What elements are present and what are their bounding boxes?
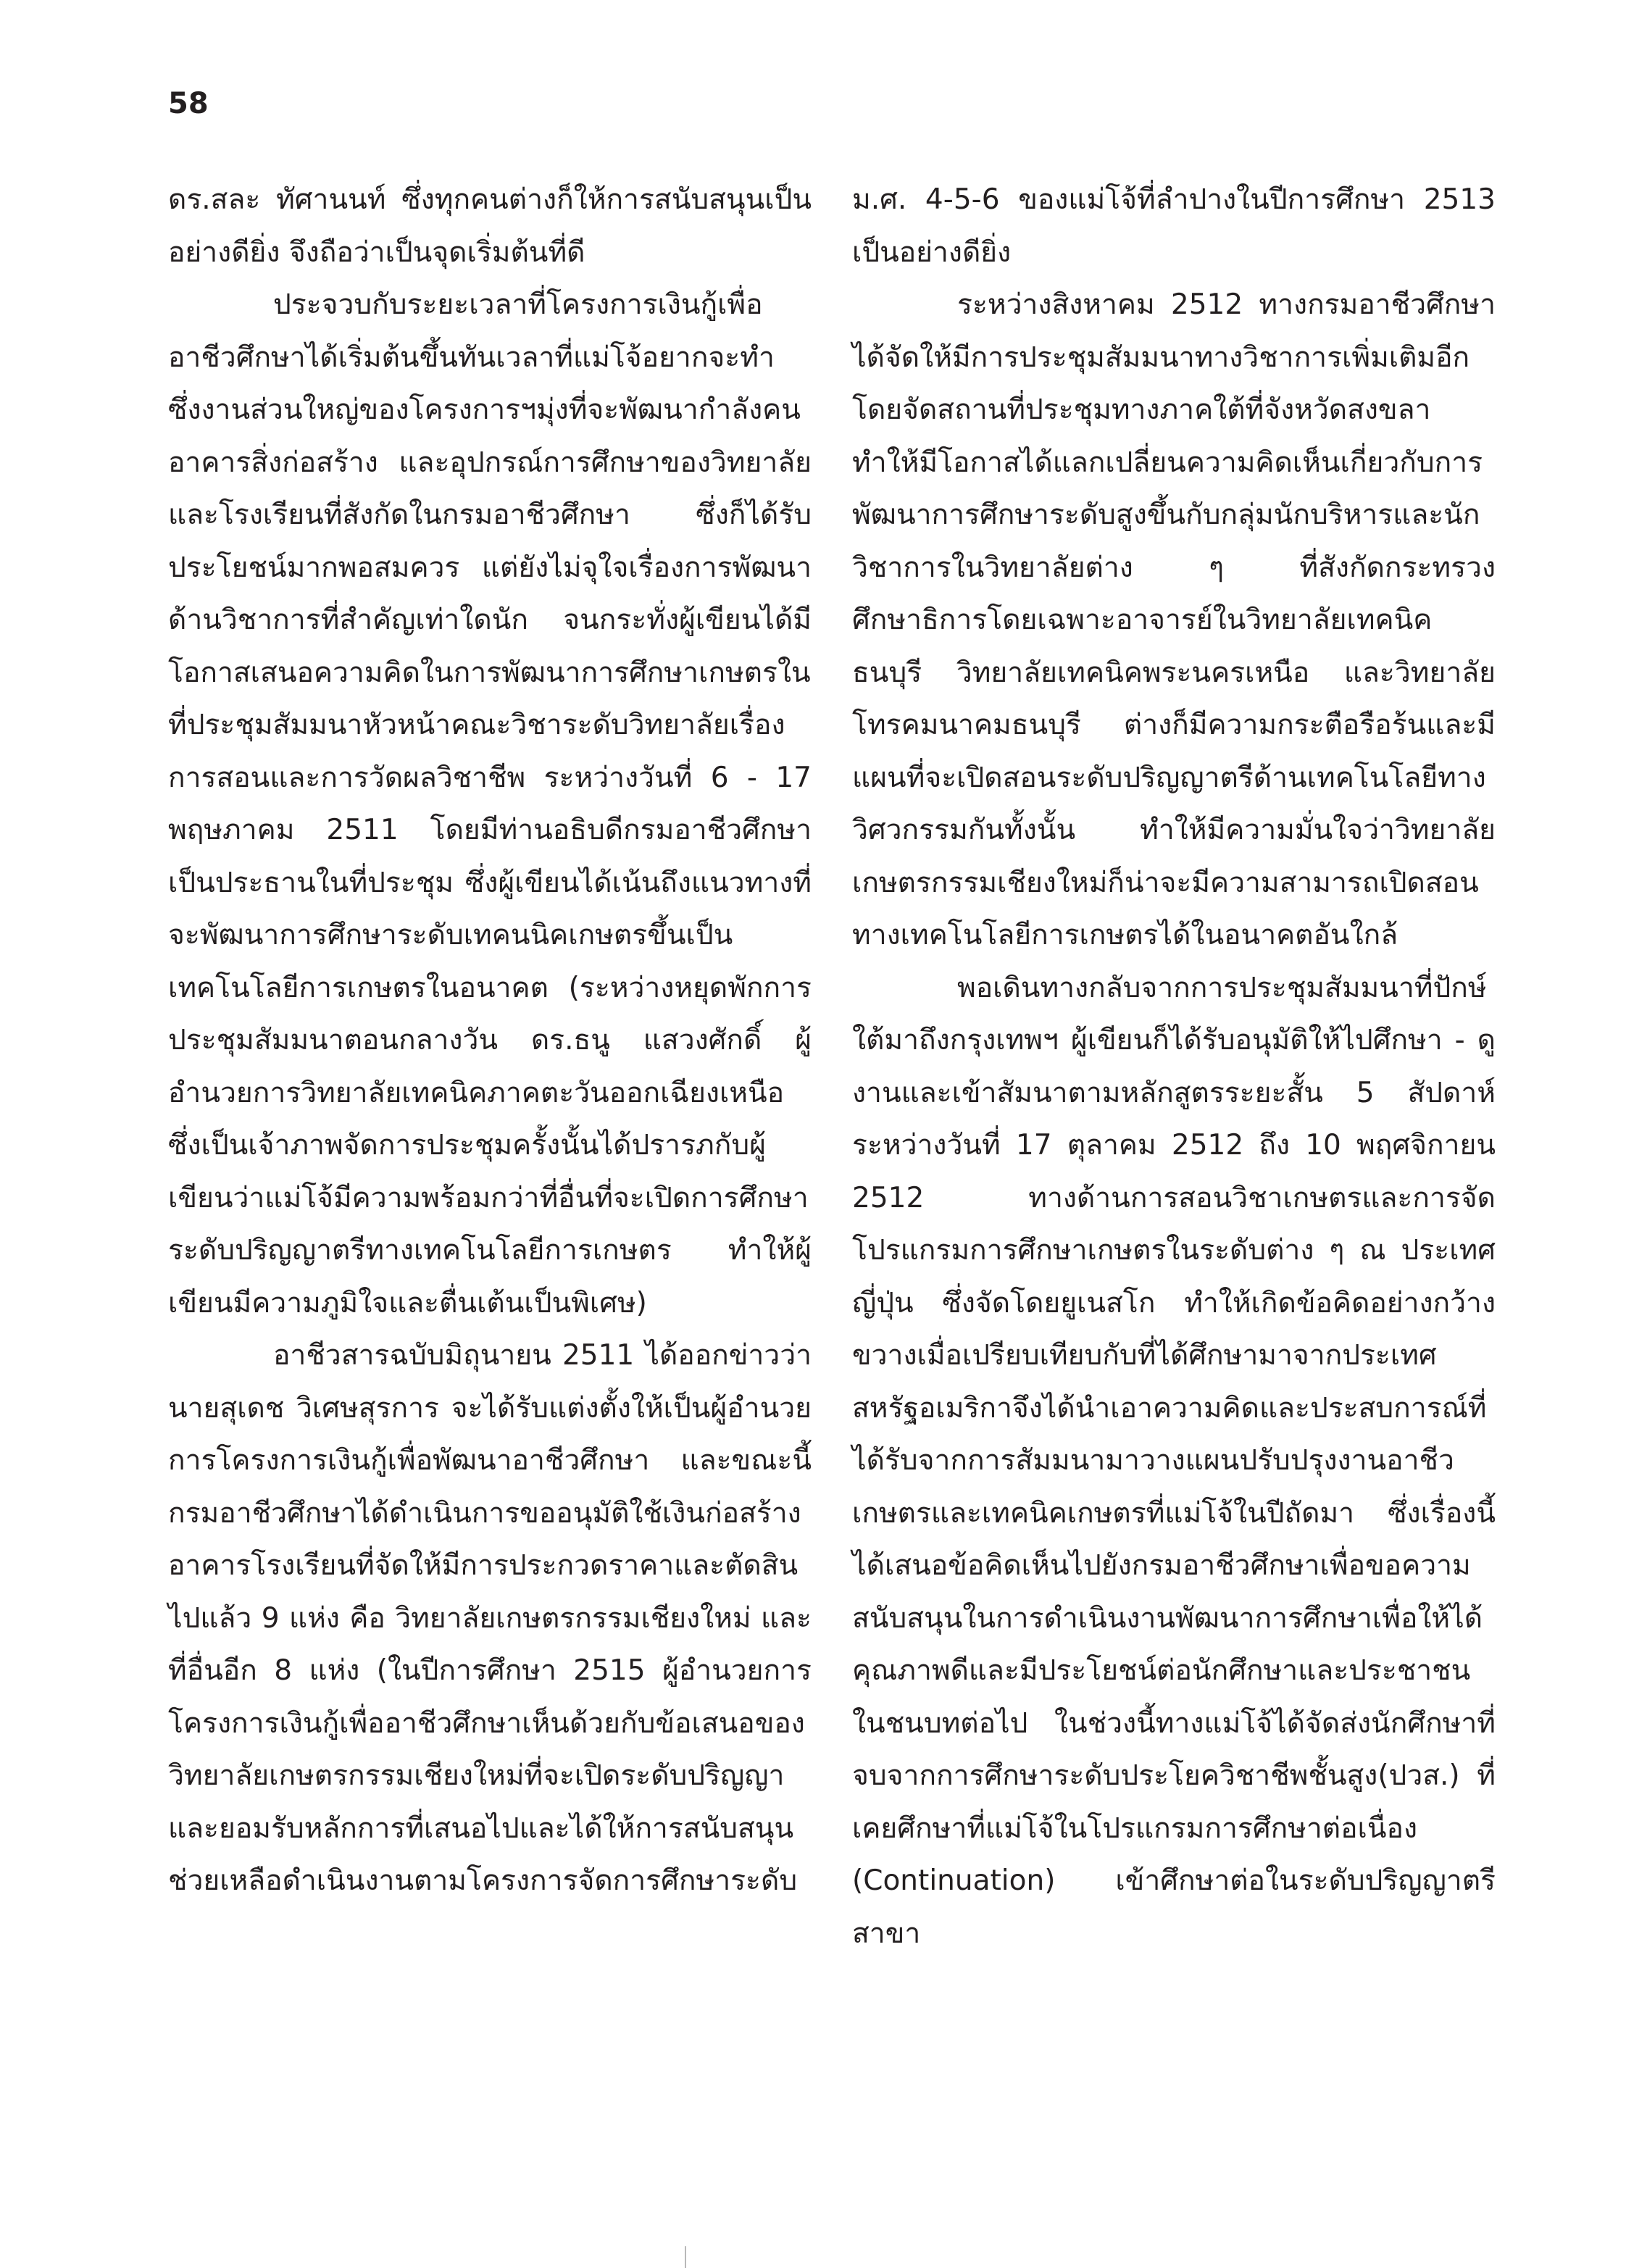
right-column: [852, 174, 1496, 1960]
paragraph: พอเดินทางกลับจากการประชุมสัมมนาที่ปักษ์ใต้มาถึงกรุงเทพฯ ผู้เขียนก็ได้รับอนุมัติให้ไปศึกษา - ดูงานและเข้าสัมนาตามหลักสูตรระยะสั้น 5 สัปดาห์ ระหว่างวันที่ 17 ตุลาคม 2512 ถึง 10 พฤศจิกายน 2512 ทางด้านการสอนวิชาเกษตรและการจัดโปรแกรมการศึกษาเกษตรในระดับต่าง ๆ ณ ประเทศญี่ปุ่น ซึ่งจัดโดยยูเนสโก ทำให้เกิดข้อคิดอย่างกว้างขวางเมื่อเปรียบเทียบกับที่ได้ศึกษามาจากประเทศสหรัฐอเมริกาจึงได้นำเอาความคิดและประสบการณ์ที่ได้รับจากการสัมมนามาวางแผนปรับปรุงงานอาชีวเกษตรและเทคนิคเกษตรที่แม่โจ้ในปีถัดมา ซึ่งเรื่องนี้ได้เสนอข้อคิดเห็นไปยังกรมอาชีวศึกษาเพื่อขอความสนับสนุนในการดำเนินงานพัฒนาการศึกษาเพื่อให้ได้คุณภาพดีและมีประโยชน์ต่อนักศึกษาและประชาชนในชนบทต่อไป ในช่วงนี้ทางแม่โจ้ได้จัดส่งนักศึกษาที่จบจากการศึกษาระดับประโยควิชาชีพชั้นสูง(ปวส.) ที่เคยศึกษาที่แม่โจ้ในโปรแกรมการศึกษาต่อเนื่อง (Continuation) เข้าศึกษาต่อในระดับปริญญาตรีสาขา: [852, 971, 1496, 1950]
page-number: 58: [168, 87, 209, 120]
paragraph: ดร.สละ ทัศานนท์ ซึ่งทุกคนต่างก็ให้การสนับสนุนเป็นอย่างดียิ่ง จึงถือว่าเป็นจุดเริ่มต้นที่ดี: [168, 183, 812, 269]
paragraph: ม.ศ. 4-5-6 ของแม่โจ้ที่ลำปางในปีการศึกษา 2513 เป็นอย่างดียิ่ง: [852, 183, 1496, 269]
left-column: [168, 174, 812, 1908]
paragraph: ประจวบกับระยะเวลาที่โครงการเงินกู้เพื่ออาชีวศึกษาได้เริ่มต้นขึ้นทันเวลาที่แม่โจ้อยากจะทำ ซึ่งงานส่วนใหญ่ของโครงการฯมุ่งที่จะพัฒนากำลังคน อาคารสิ่งก่อสร้าง และอุปกรณ์การศึกษาของวิทยาลัยและโรงเรียนที่สังกัดในกรมอาชีวศึกษา ซึ่งก็ได้รับประโยชน์มากพอสมควร แต่ยังไม่จุใจเรื่องการพัฒนาด้านวิชาการที่สำคัญเท่าใดนัก จนกระทั่งผู้เขียนได้มีโอกาสเสนอความคิดในการพัฒนาการศึกษาเกษตรในที่ประชุมสัมมนาหัวหน้าคณะวิชาระดับวิทยาลัยเรื่องการสอนและการวัดผลวิชาชีพ ระหว่างวันที่ 6 - 17 พฤษภาคม 2511 โดยมีท่านอธิบดีกรมอาชีวศึกษาเป็นประธานในที่ประชุม ซึ่งผู้เขียนได้เน้นถึงแนวทางที่จะพัฒนาการศึกษาระดับเทคนนิคเกษตรขึ้นเป็นเทคโนโลยีการเกษตรในอนาคต (ระหว่างหยุดพักการประชุมสัมมนาตอนกลางวัน ดร.ธนู แสวงศักดิ์ ผู้อำนวยการวิทยาลัยเทคนิคภาคตะวันออกเฉียงเหนือซึ่งเป็นเจ้าภาพจัดการประชุมครั้งนั้นได้ปรารภกับผู้เขียนว่าแม่โจ้มีความพร้อมกว่าที่อื่นที่จะเปิดการศึกษาระดับปริญญาตรีทางเทคโนโลยีการเกษตร ทำให้ผู้เขียนมีความภูมิใจและตื่นเต้นเป็นพิเศษ): [168, 288, 812, 1319]
paragraph: อาชีวสารฉบับมิถุนายน 2511 ได้ออกข่าวว่านายสุเดช วิเศษสุรการ จะได้รับแต่งตั้งให้เป็นผู้อำนวยการโครงการเงินกู้เพื่อพัฒนาอาชีวศึกษา และขณะนี้กรมอาชีวศึกษาได้ดำเนินการขออนุมัติใช้เงินก่อสร้างอาคารโรงเรียนที่จัดให้มีการประกวดราคาและตัดสินไปแล้ว 9 แห่ง คือ วิทยาลัยเกษตรกรรมเชียงใหม่ และที่อื่นอีก 8 แห่ง (ในปีการศึกษา 2515 ผู้อำนวยการโครงการเงินกู้เพื่ออาชีวศึกษาเห็นด้วยกับข้อเสนอของวิทยาลัยเกษตรกรรมเชียงใหม่ที่จะเปิดระดับปริญญาและยอมรับหลักการที่เสนอไปและได้ให้การสนับสนุนช่วยเหลือดำเนินงานตามโครงการจัดการศึกษาระดับ: [168, 1339, 812, 1897]
footer-crop-mark: [685, 2246, 686, 2268]
paragraph: ระหว่างสิงหาคม 2512 ทางกรมอาชีวศึกษาได้จัดให้มีการประชุมสัมมนาทางวิชาการเพิ่มเติมอีกโดยจัดสถานที่ประชุมทางภาคใต้ที่จังหวัดสงขลา ทำให้มีโอกาสได้แลกเปลี่ยนความคิดเห็นเกี่ยวกับการพัฒนาการศึกษาระดับสูงขึ้นกับกลุ่มนักบริหารและนักวิชาการในวิทยาลัยต่าง ๆ ที่สังกัดกระทรวงศึกษาธิการโดยเฉพาะอาจารย์ในวิทยาลัยเทคนิคธนบุรี วิทยาลัยเทคนิคพระนครเหนือ และวิทยาลัยโทรคมนาคมธนบุรี ต่างก็มีความกระตือรือร้นและมีแผนที่จะเปิดสอนระดับปริญญาตรีด้านเทคโนโลยีทางวิศวกรรมกันทั้งนั้น ทำให้มีความมั่นใจว่าวิทยาลัยเกษตรกรรมเชียงใหม่ก็น่าจะมีความสามารถเปิดสอนทางเทคโนโลยีการเกษตรได้ในอนาคตอันใกล้: [852, 288, 1496, 951]
